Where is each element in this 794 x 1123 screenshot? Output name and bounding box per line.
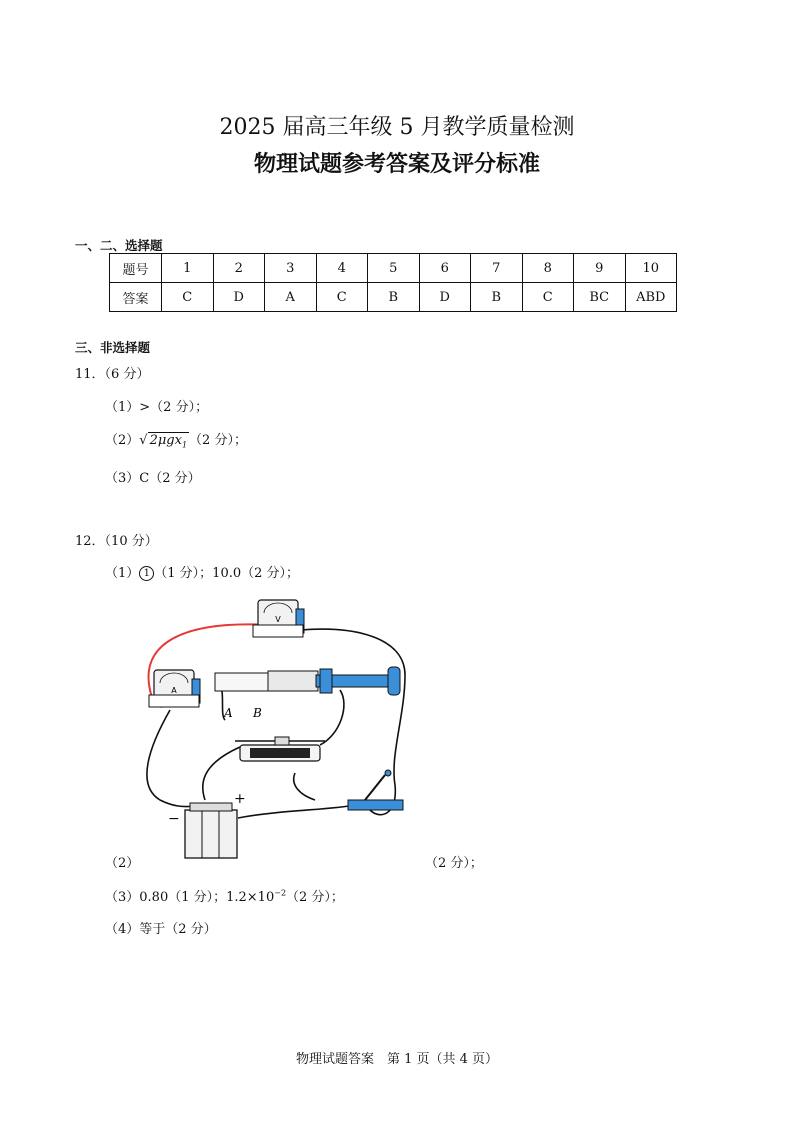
sqrt-sign: √ <box>139 433 148 448</box>
question-number: 8 <box>522 254 574 283</box>
answer-cell: C <box>522 283 574 312</box>
q12-part2-suffix: （2 分）； <box>425 856 483 871</box>
wire-to-rheostat <box>320 690 344 745</box>
question-number: 4 <box>316 254 368 283</box>
ammeter <box>149 670 200 707</box>
question-number: 7 <box>471 254 523 283</box>
voltmeter-letter: V <box>275 615 281 624</box>
question-number: 2 <box>213 254 265 283</box>
rheostat <box>235 737 325 761</box>
label-b: B <box>253 706 262 720</box>
q12-part1-suffix: （1 分）；10.0（2 分）； <box>154 566 300 581</box>
table-row-questions <box>110 254 677 283</box>
question-number: 5 <box>368 254 420 283</box>
question-number: 3 <box>265 254 317 283</box>
battery-minus: − <box>168 811 180 827</box>
battery <box>185 803 237 858</box>
section-heading-choice: 一、二、选择题 <box>75 238 163 253</box>
answer-cell: BC <box>574 283 626 312</box>
resistance-wire-apparatus <box>215 667 400 695</box>
answer-cell: ABD <box>625 283 677 312</box>
answer-table <box>109 253 677 312</box>
answer-cell: C <box>162 283 214 312</box>
wire-voltmeter-right <box>300 629 405 815</box>
q12-label: 12．（10 分） <box>75 534 158 549</box>
answer-cell: D <box>213 283 265 312</box>
document-subtitle: 物理试题参考答案及评分标准 <box>253 152 540 177</box>
q12-part1 <box>105 562 299 581</box>
answer-cell: B <box>471 283 523 312</box>
table-row-answers <box>110 283 677 312</box>
question-number: 10 <box>625 254 677 283</box>
q12-part4: （4）等于（2 分） <box>105 922 217 937</box>
row-label-question: 题号 <box>110 254 162 283</box>
radicand-sub: 1 <box>181 440 188 450</box>
answer-cell: C <box>316 283 368 312</box>
q12-part3-prefix: （3）0.80（1 分）；1.2×10 <box>105 890 275 905</box>
q12-part1-prefix: （1） <box>105 566 140 581</box>
circled-number: 1 <box>139 566 154 581</box>
question-number: 6 <box>419 254 471 283</box>
voltmeter <box>253 600 304 637</box>
q11-part1: （1）>（2 分）； <box>105 400 209 415</box>
wire-battery-switch <box>238 805 355 818</box>
battery-plus: + <box>234 791 246 807</box>
question-number: 9 <box>574 254 626 283</box>
q11-part3: （3）C（2 分） <box>105 471 201 486</box>
answer-cell: B <box>368 283 420 312</box>
document-title: 2025 届高三年级 5 月教学质量检测 <box>219 115 575 140</box>
row-label-answer: 答案 <box>110 283 162 312</box>
page-footer: 物理试题答案 第 1 页（共 4 页） <box>295 1052 499 1067</box>
q12-part2-prefix: （2） <box>105 856 140 871</box>
answer-cell: A <box>265 283 317 312</box>
ammeter-letter: A <box>171 686 177 695</box>
circuit-diagram <box>140 595 430 865</box>
q12-part3-exp: −2 <box>274 888 287 898</box>
sqrt-radicand <box>148 432 189 450</box>
section-heading-nonchoice: 三、非选择题 <box>75 340 151 355</box>
q11-part2 <box>105 429 247 450</box>
wire-ammeter-battery <box>147 710 195 807</box>
label-a: A <box>224 706 233 720</box>
q11-part2-prefix: （2） <box>105 433 140 448</box>
q11-label: 11．（6 分） <box>75 367 150 382</box>
q12-part3-suffix: （2 分）； <box>286 890 344 905</box>
answer-cell: D <box>419 283 471 312</box>
q11-part2-suffix: （2 分）； <box>189 433 247 448</box>
q12-part3 <box>105 886 344 905</box>
question-number: 1 <box>162 254 214 283</box>
wire-rheostat-switch <box>294 773 315 800</box>
radicand-text: 2μgx <box>149 433 182 448</box>
